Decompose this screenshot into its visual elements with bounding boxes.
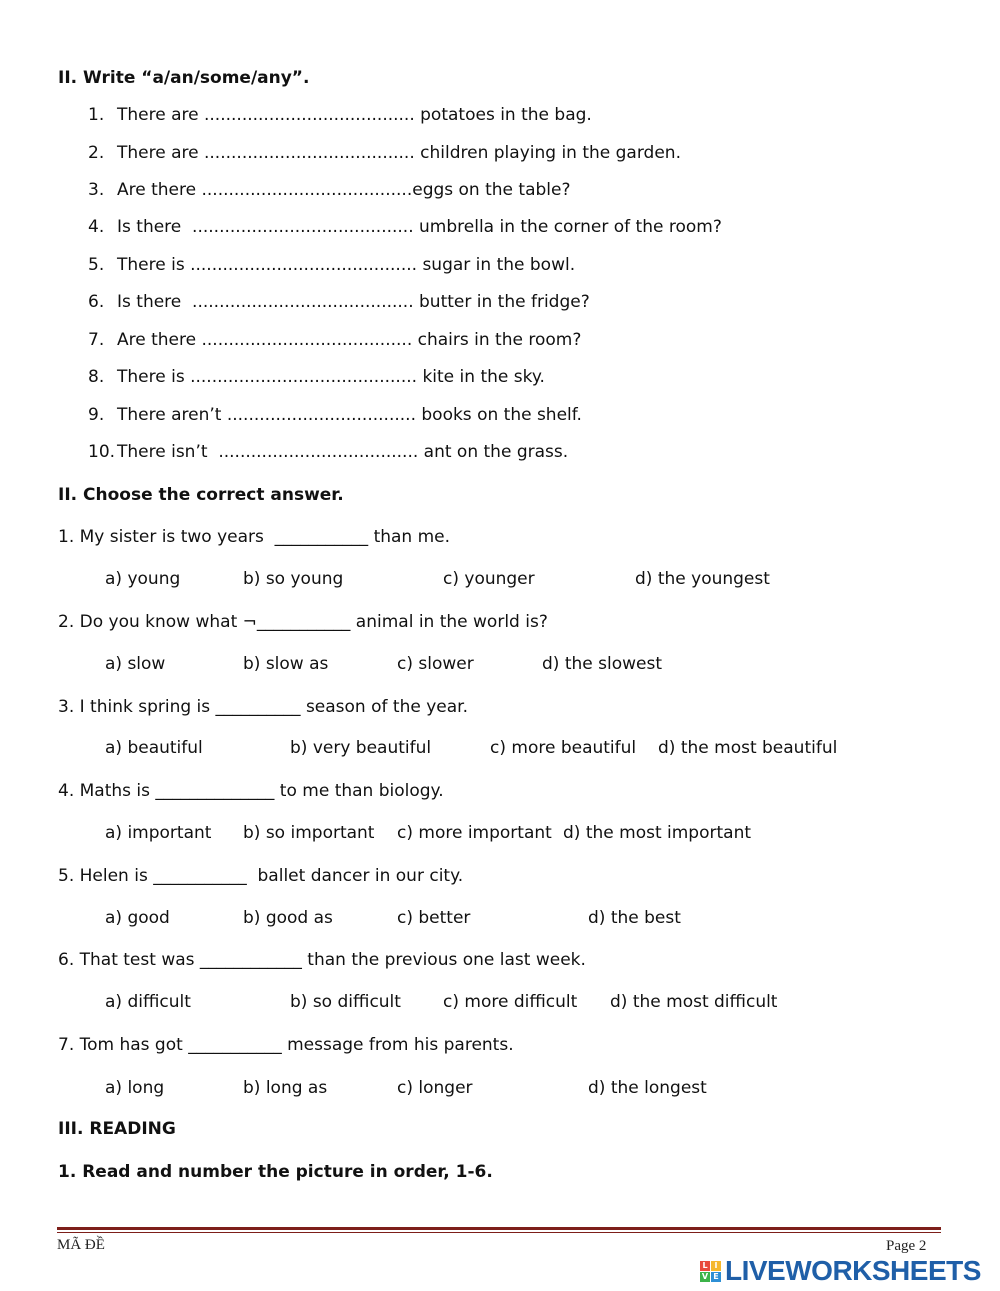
answer-option[interactable]: d) the best bbox=[588, 908, 681, 928]
logo-square-i: I bbox=[711, 1261, 721, 1271]
answer-option[interactable]: d) the most important bbox=[563, 823, 752, 843]
answer-option[interactable]: c) more important bbox=[397, 823, 552, 843]
logo-square-e: E bbox=[711, 1272, 721, 1282]
answer-option[interactable]: a) good bbox=[105, 908, 170, 928]
article-item-num: 7. bbox=[88, 330, 105, 350]
article-item-text: There are ....................................... children playing in the garden. bbox=[117, 143, 681, 163]
article-item-text: Are there .......................................eggs on the table? bbox=[117, 180, 571, 200]
article-item-num: 8. bbox=[88, 367, 105, 387]
footer-code-label: MÃ ĐỀ bbox=[57, 1237, 105, 1253]
answer-option[interactable]: c) slower bbox=[397, 654, 474, 674]
section-heading-reading: III. READING bbox=[58, 1119, 176, 1139]
article-item-text: Is there ......................................... umbrella in the corner of the room? bbox=[117, 217, 722, 237]
question-text: 1. My sister is two years ___________ than me. bbox=[58, 527, 451, 547]
footer-rule-thin bbox=[57, 1232, 941, 1233]
logo-squares-icon bbox=[700, 1261, 721, 1282]
answer-option[interactable]: a) young bbox=[105, 569, 181, 589]
question-text: 2. Do you know what ¬___________ animal in the world is? bbox=[58, 612, 548, 632]
article-item-num: 6. bbox=[88, 292, 105, 312]
answer-option[interactable]: b) so young bbox=[243, 569, 344, 589]
section-heading-choose: II. Choose the correct answer. bbox=[58, 485, 344, 505]
answer-option[interactable]: a) long bbox=[105, 1078, 165, 1098]
answer-option[interactable]: c) more beautiful bbox=[490, 738, 637, 758]
answer-option[interactable]: d) the youngest bbox=[635, 569, 770, 589]
article-item-text: There is .......................................... kite in the sky. bbox=[117, 367, 545, 387]
answer-option[interactable]: b) good as bbox=[243, 908, 333, 928]
answer-option[interactable]: a) beautiful bbox=[105, 738, 203, 758]
article-item-num: 10. bbox=[88, 442, 116, 462]
answer-option[interactable]: b) very beautiful bbox=[290, 738, 432, 758]
question-text: 3. I think spring is __________ season of the year. bbox=[58, 697, 468, 717]
reading-instruction: 1. Read and number the picture in order, 1-6. bbox=[58, 1162, 493, 1182]
question-text: 7. Tom has got ___________ message from his parents. bbox=[58, 1035, 514, 1055]
footer-rule-thick bbox=[57, 1227, 941, 1230]
answer-option[interactable]: d) the longest bbox=[588, 1078, 707, 1098]
answer-option[interactable]: b) long as bbox=[243, 1078, 328, 1098]
article-item-text: There isn’t ..................................... ant on the grass. bbox=[117, 442, 569, 462]
answer-option[interactable]: c) better bbox=[397, 908, 471, 928]
article-item-text: There aren’t ................................... books on the shelf. bbox=[117, 405, 582, 425]
answer-option[interactable]: a) slow bbox=[105, 654, 166, 674]
liveworksheets-logo[interactable] bbox=[700, 1256, 981, 1286]
answer-option[interactable]: d) the most beautiful bbox=[658, 738, 838, 758]
article-item-text: Are there ....................................... chairs in the room? bbox=[117, 330, 582, 350]
answer-option[interactable]: c) younger bbox=[443, 569, 535, 589]
question-text: 5. Helen is ___________ ballet dancer in our city. bbox=[58, 866, 464, 886]
section-heading-articles: II. Write “a/an/some/any”. bbox=[58, 68, 310, 88]
answer-option[interactable]: d) the slowest bbox=[542, 654, 662, 674]
article-item-text: There are ....................................... potatoes in the bag. bbox=[117, 105, 592, 125]
question-text: 4. Maths is ______________ to me than biology. bbox=[58, 781, 444, 801]
question-text: 6. That test was ____________ than the previous one last week. bbox=[58, 950, 586, 970]
answer-option[interactable]: d) the most difficult bbox=[610, 992, 778, 1012]
answer-option[interactable]: a) important bbox=[105, 823, 212, 843]
article-item-text: Is there ......................................... butter in the fridge? bbox=[117, 292, 590, 312]
logo-square-v: V bbox=[701, 1272, 709, 1281]
answer-option[interactable]: b) so important bbox=[243, 823, 375, 843]
article-item-num: 3. bbox=[88, 180, 105, 200]
article-item-num: 4. bbox=[88, 217, 105, 237]
answer-option[interactable]: b) slow as bbox=[243, 654, 329, 674]
answer-option[interactable]: a) difficult bbox=[105, 992, 191, 1012]
article-item-num: 5. bbox=[88, 255, 105, 275]
article-item-num: 1. bbox=[88, 105, 105, 125]
logo-text: LIVEWORKSHEETS bbox=[725, 1255, 981, 1286]
answer-option[interactable]: c) longer bbox=[397, 1078, 473, 1098]
article-item-num: 2. bbox=[88, 143, 105, 163]
article-item-text: There is .......................................... sugar in the bowl. bbox=[117, 255, 576, 275]
answer-option[interactable]: c) more difficult bbox=[443, 992, 578, 1012]
page-number: Page 2 bbox=[886, 1238, 927, 1254]
article-item-num: 9. bbox=[88, 405, 105, 425]
logo-square-l: L bbox=[700, 1261, 710, 1271]
answer-option[interactable]: b) so difficult bbox=[290, 992, 401, 1012]
